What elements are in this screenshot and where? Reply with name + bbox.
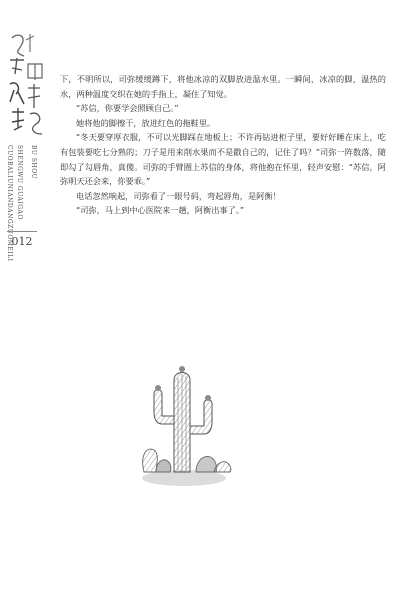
paragraph: “苏信，你要学会照顾自己。” (76, 103, 179, 114)
calligraphy-title-art (4, 30, 48, 140)
body-text (60, 72, 386, 218)
sidebar-pinyin-vertical-1: CUOBALIUNIANDANGZUOMEILI (6, 145, 13, 262)
paragraph: “冬天要穿厚衣服，不可以光脚踩在地板上；不许再钻进柜子里，要好好睡在床上，吃有包装要吃七分熟的；刀子是用来削水果而不是戳自己的，记住了吗？”司弥一阵数落，随即勾了勾唇角，真傻。司弥的手臂圈上苏信的身体，将他抱在怀里，轻声安慰：“苏信，阿弥明天还会来，你要乖。” (60, 132, 386, 187)
sidebar-pinyin-vertical-2: SHENGWU GUAIGAO (16, 145, 23, 220)
paragraph: 下，不明所以，司弥缓缓蹲下，将他冰凉的双脚放进温水里。一瞬间，冰凉的脚，温热的水，两种温度交织在她的手指上，凝住了知觉。 (60, 74, 386, 99)
paragraph: “司弥，马上到中心医院来一趟，阿衡出事了。” (76, 205, 245, 216)
paragraph: 电话忽然响起，司弥看了一眼号码，弯起唇角，是阿衡！ (76, 190, 281, 201)
sidebar-pinyin-vertical-3: BU SHOU (30, 145, 37, 180)
paragraph: 她将他的脚擦干，放进红色的拖鞋里。 (76, 117, 216, 128)
cactus-illustration (126, 360, 244, 490)
sidebar (0, 0, 52, 607)
page-number: 012 (4, 235, 40, 253)
